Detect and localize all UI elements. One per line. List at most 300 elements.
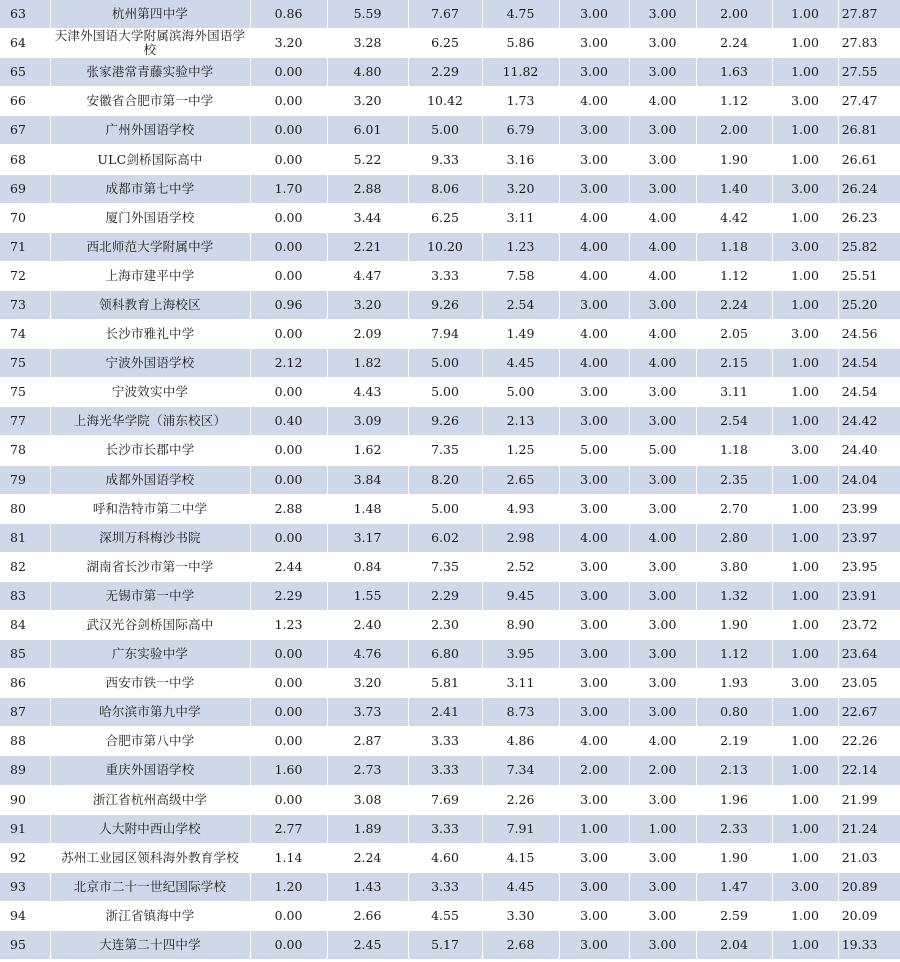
score-cell: 1.73: [482, 87, 559, 116]
score-cell: 8.90: [482, 610, 559, 639]
total-score-cell: 26.81: [838, 116, 900, 145]
table-row: [0, 610, 900, 639]
score-cell: 2.68: [482, 931, 559, 960]
table-row: [0, 407, 900, 436]
table-row: [0, 727, 900, 756]
score-cell: 1.90: [696, 610, 772, 639]
score-cell: 2.98: [482, 523, 559, 552]
table-row: [0, 523, 900, 552]
score-cell: 1.00: [772, 698, 838, 727]
rank-cell: 77: [0, 407, 50, 436]
score-cell: 2.19: [696, 727, 772, 756]
score-cell: 7.35: [408, 436, 482, 465]
total-score-cell: 25.82: [838, 232, 900, 261]
score-cell: 1.00: [772, 145, 838, 174]
total-score-cell: 27.87: [838, 0, 900, 29]
score-cell: 0.00: [250, 465, 327, 494]
rank-cell: 74: [0, 320, 50, 349]
rank-cell: 65: [0, 58, 50, 87]
total-score-cell: 21.24: [838, 814, 900, 843]
rank-cell: 86: [0, 669, 50, 698]
score-cell: 4.45: [482, 872, 559, 901]
table-row: [0, 378, 900, 407]
score-cell: 0.84: [327, 552, 408, 581]
score-cell: 4.00: [559, 203, 629, 232]
school-name-cell: 湖南省长沙市第一中学: [50, 552, 250, 581]
score-cell: 6.02: [408, 523, 482, 552]
score-cell: 0.00: [250, 58, 327, 87]
score-cell: 6.79: [482, 116, 559, 145]
score-cell: 2.13: [696, 756, 772, 785]
table-row: [0, 320, 900, 349]
rank-cell: 90: [0, 785, 50, 814]
score-cell: 1.00: [772, 465, 838, 494]
score-cell: 3.00: [772, 232, 838, 261]
score-cell: 2.52: [482, 552, 559, 581]
score-cell: 3.00: [559, 290, 629, 319]
school-name-cell: 合肥市第八中学: [50, 727, 250, 756]
score-cell: 3.00: [629, 669, 696, 698]
score-cell: 1.00: [629, 814, 696, 843]
score-cell: 1.00: [772, 610, 838, 639]
total-score-cell: 23.97: [838, 523, 900, 552]
score-cell: 2.24: [327, 843, 408, 872]
school-name-cell: 广州外国语学校: [50, 116, 250, 145]
score-cell: 3.00: [559, 843, 629, 872]
score-cell: 3.84: [327, 465, 408, 494]
score-cell: 0.00: [250, 145, 327, 174]
score-cell: 1.00: [772, 116, 838, 145]
score-cell: 2.29: [408, 581, 482, 610]
score-cell: 7.34: [482, 756, 559, 785]
total-score-cell: 22.67: [838, 698, 900, 727]
score-cell: 5.22: [327, 145, 408, 174]
score-cell: 4.00: [559, 232, 629, 261]
rank-cell: 87: [0, 698, 50, 727]
score-cell: 0.00: [250, 203, 327, 232]
score-cell: 0.00: [250, 640, 327, 669]
table-row: [0, 669, 900, 698]
score-cell: 2.70: [696, 494, 772, 523]
score-cell: 3.28: [327, 29, 408, 58]
score-cell: 3.00: [559, 29, 629, 58]
score-cell: 1.43: [327, 872, 408, 901]
score-cell: 3.20: [327, 87, 408, 116]
rank-cell: 78: [0, 436, 50, 465]
score-cell: 3.00: [629, 581, 696, 610]
rank-cell: 85: [0, 640, 50, 669]
score-cell: 3.00: [772, 174, 838, 203]
rank-cell: 83: [0, 581, 50, 610]
score-cell: 5.00: [408, 116, 482, 145]
total-score-cell: 21.03: [838, 843, 900, 872]
rank-cell: 94: [0, 901, 50, 930]
score-cell: 1.47: [696, 872, 772, 901]
score-cell: 3.00: [629, 698, 696, 727]
rank-cell: 75: [0, 378, 50, 407]
table-row: [0, 814, 900, 843]
total-score-cell: 26.61: [838, 145, 900, 174]
score-cell: 1.00: [772, 0, 838, 29]
score-cell: 10.20: [408, 232, 482, 261]
rank-cell: 81: [0, 523, 50, 552]
score-cell: 3.00: [629, 610, 696, 639]
score-cell: 1.00: [772, 785, 838, 814]
score-cell: 4.60: [408, 843, 482, 872]
score-cell: 3.00: [629, 843, 696, 872]
table-row: [0, 901, 900, 930]
school-name-cell: ULC剑桥国际高中: [50, 145, 250, 174]
score-cell: 2.00: [696, 0, 772, 29]
score-cell: 0.96: [250, 290, 327, 319]
score-cell: 1.63: [696, 58, 772, 87]
score-cell: 3.00: [559, 465, 629, 494]
total-score-cell: 26.23: [838, 203, 900, 232]
score-cell: 1.00: [772, 931, 838, 960]
total-score-cell: 22.26: [838, 727, 900, 756]
score-cell: 5.00: [408, 349, 482, 378]
rank-cell: 69: [0, 174, 50, 203]
total-score-cell: 24.54: [838, 378, 900, 407]
score-cell: 5.00: [559, 436, 629, 465]
score-cell: 1.93: [696, 669, 772, 698]
score-cell: 3.00: [629, 407, 696, 436]
score-cell: 4.00: [559, 727, 629, 756]
score-cell: 2.09: [327, 320, 408, 349]
table-row: [0, 436, 900, 465]
table-row: [0, 261, 900, 290]
score-cell: 2.21: [327, 232, 408, 261]
rank-cell: 82: [0, 552, 50, 581]
score-cell: 1.00: [772, 640, 838, 669]
school-name-cell: 成都市第七中学: [50, 174, 250, 203]
rank-cell: 67: [0, 116, 50, 145]
table-row: [0, 58, 900, 87]
score-cell: 3.33: [408, 814, 482, 843]
score-cell: 0.00: [250, 669, 327, 698]
score-cell: 6.25: [408, 203, 482, 232]
score-cell: 0.00: [250, 320, 327, 349]
score-cell: 2.40: [327, 610, 408, 639]
school-name-cell: 西北师范大学附属中学: [50, 232, 250, 261]
score-cell: 3.00: [629, 552, 696, 581]
score-cell: 4.93: [482, 494, 559, 523]
score-cell: 1.60: [250, 756, 327, 785]
rank-cell: 64: [0, 29, 50, 58]
score-cell: 3.17: [327, 523, 408, 552]
score-cell: 3.20: [482, 174, 559, 203]
rank-cell: 72: [0, 261, 50, 290]
score-cell: 1.00: [772, 203, 838, 232]
total-score-cell: 26.24: [838, 174, 900, 203]
school-name-cell: 深圳万科梅沙书院: [50, 523, 250, 552]
score-cell: 3.00: [772, 87, 838, 116]
score-cell: 1.48: [327, 494, 408, 523]
score-cell: 1.20: [250, 872, 327, 901]
score-cell: 1.00: [772, 581, 838, 610]
score-cell: 1.12: [696, 640, 772, 669]
score-cell: 1.00: [772, 756, 838, 785]
school-name-cell: 安徽省合肥市第一中学: [50, 87, 250, 116]
score-cell: 3.00: [772, 320, 838, 349]
score-cell: 4.00: [629, 349, 696, 378]
table-row: [0, 640, 900, 669]
score-cell: 4.42: [696, 203, 772, 232]
score-cell: 2.26: [482, 785, 559, 814]
score-cell: 2.45: [327, 931, 408, 960]
score-cell: 2.24: [696, 290, 772, 319]
score-cell: 2.88: [250, 494, 327, 523]
table-row: [0, 290, 900, 319]
score-cell: 4.47: [327, 261, 408, 290]
total-score-cell: 23.72: [838, 610, 900, 639]
table-row: [0, 843, 900, 872]
score-cell: 1.62: [327, 436, 408, 465]
score-cell: 1.40: [696, 174, 772, 203]
score-cell: 3.95: [482, 640, 559, 669]
score-cell: 3.44: [327, 203, 408, 232]
score-cell: 4.15: [482, 843, 559, 872]
score-cell: 4.55: [408, 901, 482, 930]
score-cell: 5.00: [482, 378, 559, 407]
score-cell: 3.00: [559, 581, 629, 610]
score-cell: 3.00: [629, 29, 696, 58]
total-score-cell: 24.54: [838, 349, 900, 378]
school-name-cell: 武汉光谷剑桥国际高中: [50, 610, 250, 639]
score-cell: 2.77: [250, 814, 327, 843]
score-cell: 2.65: [482, 465, 559, 494]
score-cell: 1.32: [696, 581, 772, 610]
score-cell: 2.44: [250, 552, 327, 581]
score-cell: 4.00: [559, 523, 629, 552]
table-row: [0, 931, 900, 960]
total-score-cell: 22.14: [838, 756, 900, 785]
score-cell: 0.40: [250, 407, 327, 436]
rank-cell: 70: [0, 203, 50, 232]
score-cell: 7.67: [408, 0, 482, 29]
rank-cell: 92: [0, 843, 50, 872]
score-cell: 3.00: [559, 640, 629, 669]
table-row: [0, 552, 900, 581]
score-cell: 3.00: [559, 494, 629, 523]
score-cell: 9.26: [408, 290, 482, 319]
score-cell: 4.00: [629, 261, 696, 290]
rank-cell: 93: [0, 872, 50, 901]
score-cell: 3.00: [629, 378, 696, 407]
score-cell: 1.00: [772, 290, 838, 319]
score-cell: 11.82: [482, 58, 559, 87]
total-score-cell: 24.40: [838, 436, 900, 465]
score-cell: 1.12: [696, 87, 772, 116]
table-row: [0, 203, 900, 232]
score-cell: 4.00: [629, 87, 696, 116]
score-cell: 3.00: [629, 290, 696, 319]
score-cell: 9.45: [482, 581, 559, 610]
score-cell: 3.00: [629, 872, 696, 901]
score-cell: 3.80: [696, 552, 772, 581]
total-score-cell: 27.55: [838, 58, 900, 87]
score-cell: 3.11: [482, 203, 559, 232]
score-cell: 3.33: [408, 261, 482, 290]
score-cell: 7.58: [482, 261, 559, 290]
score-cell: 4.00: [559, 349, 629, 378]
score-cell: 1.00: [559, 814, 629, 843]
score-cell: 3.00: [559, 552, 629, 581]
score-cell: 3.00: [559, 378, 629, 407]
school-name-cell: 西安市铁一中学: [50, 669, 250, 698]
rank-cell: 68: [0, 145, 50, 174]
table-row: [0, 698, 900, 727]
school-name-cell: 上海光华学院（浦东校区）: [50, 407, 250, 436]
score-cell: 3.00: [629, 116, 696, 145]
score-cell: 3.00: [629, 58, 696, 87]
score-cell: 3.00: [629, 901, 696, 930]
score-cell: 7.94: [408, 320, 482, 349]
score-cell: 4.00: [629, 320, 696, 349]
score-cell: 1.23: [482, 232, 559, 261]
score-cell: 3.00: [559, 698, 629, 727]
score-cell: 3.20: [327, 290, 408, 319]
score-cell: 0.00: [250, 785, 327, 814]
score-cell: 3.73: [327, 698, 408, 727]
rank-cell: 84: [0, 610, 50, 639]
score-cell: 7.35: [408, 552, 482, 581]
score-cell: 5.00: [408, 378, 482, 407]
score-cell: 0.00: [250, 523, 327, 552]
score-cell: 1.89: [327, 814, 408, 843]
score-cell: 3.11: [696, 378, 772, 407]
school-name-cell: 无锡市第一中学: [50, 581, 250, 610]
score-cell: 2.73: [327, 756, 408, 785]
score-cell: 5.81: [408, 669, 482, 698]
score-cell: 7.91: [482, 814, 559, 843]
score-cell: 4.80: [327, 58, 408, 87]
score-cell: 1.00: [772, 349, 838, 378]
score-cell: 1.18: [696, 232, 772, 261]
score-cell: 4.00: [629, 203, 696, 232]
score-cell: 1.00: [772, 261, 838, 290]
score-cell: 3.20: [250, 29, 327, 58]
score-cell: 2.04: [696, 931, 772, 960]
table-row: [0, 0, 900, 29]
score-cell: 4.45: [482, 349, 559, 378]
score-cell: 1.82: [327, 349, 408, 378]
rank-cell: 75: [0, 349, 50, 378]
score-cell: 8.73: [482, 698, 559, 727]
score-cell: 2.29: [250, 581, 327, 610]
score-cell: 1.49: [482, 320, 559, 349]
score-cell: 3.09: [327, 407, 408, 436]
score-cell: 1.00: [772, 494, 838, 523]
score-cell: 3.08: [327, 785, 408, 814]
score-cell: 8.06: [408, 174, 482, 203]
table-row: [0, 116, 900, 145]
score-cell: 1.00: [772, 523, 838, 552]
score-cell: 4.75: [482, 0, 559, 29]
score-cell: 0.00: [250, 698, 327, 727]
total-score-cell: 23.91: [838, 581, 900, 610]
score-cell: 5.00: [408, 494, 482, 523]
score-cell: 1.00: [772, 727, 838, 756]
score-cell: 3.33: [408, 872, 482, 901]
score-cell: 2.41: [408, 698, 482, 727]
score-cell: 2.24: [696, 29, 772, 58]
score-cell: 5.59: [327, 0, 408, 29]
school-name-cell: 苏州工业园区领科海外教育学校: [50, 843, 250, 872]
table-row: [0, 174, 900, 203]
score-cell: 2.80: [696, 523, 772, 552]
score-cell: 0.00: [250, 261, 327, 290]
total-score-cell: 20.89: [838, 872, 900, 901]
score-cell: 2.05: [696, 320, 772, 349]
total-score-cell: 23.95: [838, 552, 900, 581]
score-cell: 3.00: [559, 116, 629, 145]
school-name-cell: 宁波效实中学: [50, 378, 250, 407]
score-cell: 1.00: [772, 843, 838, 872]
school-name-cell: 广东实验中学: [50, 640, 250, 669]
total-score-cell: 24.04: [838, 465, 900, 494]
school-name-cell: 领科教育上海校区: [50, 290, 250, 319]
total-score-cell: 21.99: [838, 785, 900, 814]
score-cell: 3.00: [629, 494, 696, 523]
score-cell: 0.00: [250, 727, 327, 756]
rank-cell: 91: [0, 814, 50, 843]
school-name-cell: 上海市建平中学: [50, 261, 250, 290]
score-cell: 9.26: [408, 407, 482, 436]
school-name-cell: 宁波外国语学校: [50, 349, 250, 378]
score-cell: 4.43: [327, 378, 408, 407]
score-cell: 4.86: [482, 727, 559, 756]
score-cell: 1.70: [250, 174, 327, 203]
rank-cell: 66: [0, 87, 50, 116]
score-cell: 1.00: [772, 58, 838, 87]
score-cell: 0.00: [250, 931, 327, 960]
score-cell: 4.76: [327, 640, 408, 669]
total-score-cell: 27.83: [838, 29, 900, 58]
score-cell: 0.00: [250, 436, 327, 465]
score-cell: 9.33: [408, 145, 482, 174]
score-cell: 0.00: [250, 232, 327, 261]
school-name-cell: 长沙市长郡中学: [50, 436, 250, 465]
score-cell: 4.00: [559, 320, 629, 349]
score-cell: 6.80: [408, 640, 482, 669]
school-name-cell: 浙江省杭州高级中学: [50, 785, 250, 814]
score-cell: 1.18: [696, 436, 772, 465]
school-name-cell: 呼和浩特市第二中学: [50, 494, 250, 523]
table-row: [0, 145, 900, 174]
rank-cell: 63: [0, 0, 50, 29]
score-cell: 3.00: [629, 640, 696, 669]
school-name-cell: 哈尔滨市第九中学: [50, 698, 250, 727]
rank-cell: 71: [0, 232, 50, 261]
score-cell: 3.16: [482, 145, 559, 174]
rank-cell: 95: [0, 931, 50, 960]
score-cell: 3.00: [559, 407, 629, 436]
score-cell: 1.00: [772, 378, 838, 407]
score-cell: 6.01: [327, 116, 408, 145]
score-cell: 8.20: [408, 465, 482, 494]
score-cell: 3.00: [629, 174, 696, 203]
score-cell: 1.23: [250, 610, 327, 639]
total-score-cell: 25.51: [838, 261, 900, 290]
school-name-cell: 大连第二十四中学: [50, 931, 250, 960]
score-cell: 2.59: [696, 901, 772, 930]
school-name-cell: 张家港常青藤实验中学: [50, 58, 250, 87]
score-cell: 1.25: [482, 436, 559, 465]
score-cell: 2.29: [408, 58, 482, 87]
score-cell: 0.00: [250, 87, 327, 116]
score-cell: 3.00: [629, 785, 696, 814]
